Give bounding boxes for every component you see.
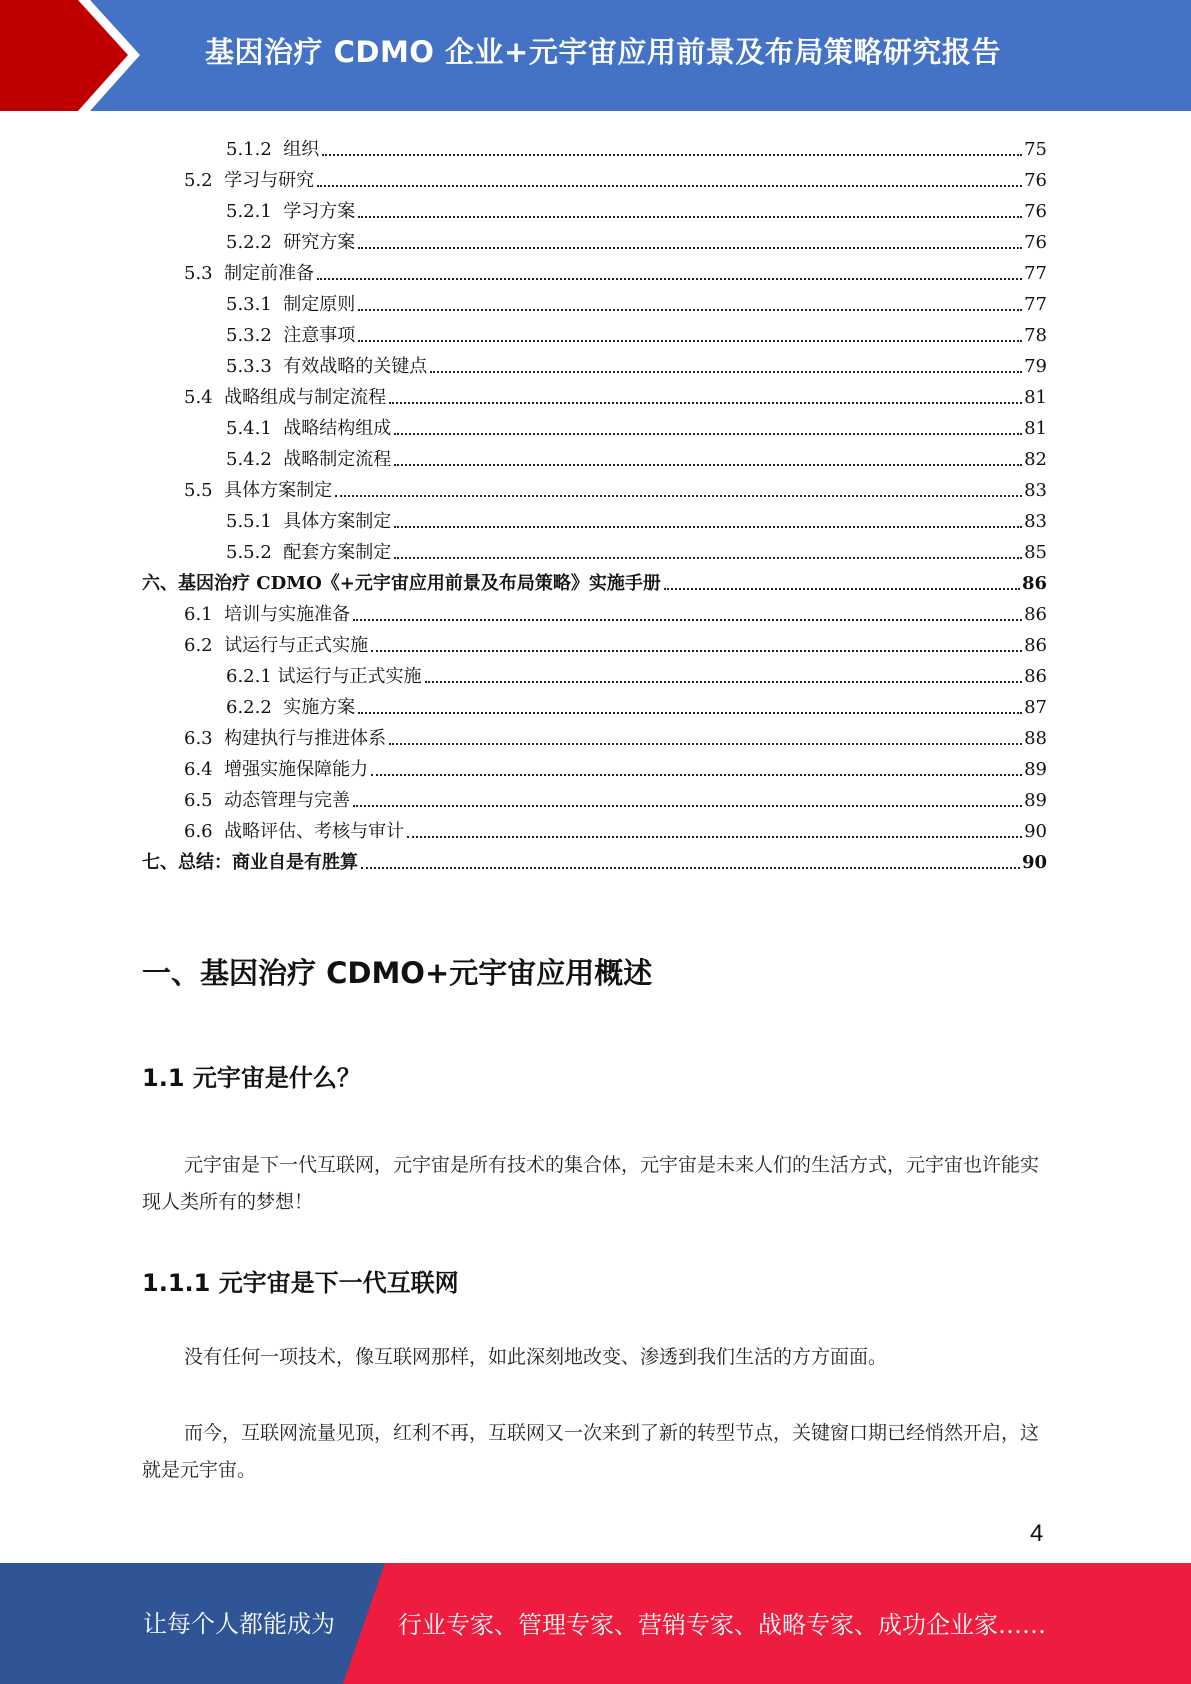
toc-dot-leader xyxy=(371,773,1022,776)
toc-entry[interactable] xyxy=(142,347,1047,378)
toc-entry[interactable] xyxy=(142,657,1047,688)
header-title: 基因治疗 CDMO 企业+元宇宙应用前景及布局策略研究报告 xyxy=(205,35,1001,69)
toc-entry[interactable] xyxy=(142,564,1047,595)
toc-dot-leader xyxy=(358,215,1022,218)
toc-entry-title: 制定原则 xyxy=(283,294,356,315)
toc-entry-number: 5.4.1 xyxy=(226,418,272,439)
toc-entry-title: 七、总结：商业自是有胜算 xyxy=(142,852,358,873)
toc-entry[interactable] xyxy=(142,223,1047,254)
toc-entry-number: 6.4 xyxy=(184,759,213,780)
toc-entry-page: 83 xyxy=(1024,511,1047,532)
toc-entry-title: 具体方案制定 xyxy=(283,511,392,532)
page-header xyxy=(0,0,1191,111)
toc-dot-leader xyxy=(322,153,1022,156)
toc-entry[interactable] xyxy=(142,130,1047,161)
toc-entry-title: 具体方案制定 xyxy=(224,480,333,501)
toc-entry[interactable] xyxy=(142,409,1047,440)
toc-entry-number: 5.2 xyxy=(184,170,213,191)
toc-entry-number: 6.6 xyxy=(184,821,213,842)
toc-dot-leader xyxy=(358,711,1022,714)
toc-entry[interactable] xyxy=(142,595,1047,626)
toc-entry[interactable] xyxy=(142,688,1047,719)
toc-entry-number: 5.3.3 xyxy=(226,356,272,377)
toc-entry-title: 学习与研究 xyxy=(224,170,315,191)
toc-dot-leader xyxy=(394,525,1022,528)
toc-entry[interactable] xyxy=(142,812,1047,843)
toc-entry-title: 研究方案 xyxy=(283,232,356,253)
toc-dot-leader xyxy=(353,804,1022,807)
toc-entry-page: 77 xyxy=(1024,294,1047,315)
toc-entry-page: 86 xyxy=(1021,573,1047,594)
toc-entry-page: 86 xyxy=(1024,666,1047,687)
toc-entry-title: 动态管理与完善 xyxy=(224,790,351,811)
toc-entry[interactable] xyxy=(142,626,1047,657)
toc-entry-page: 81 xyxy=(1024,418,1047,439)
toc-entry-number: 6.1 xyxy=(184,604,213,625)
toc-entry-title: 战略结构组成 xyxy=(283,418,392,439)
toc-entry-number: 6.2.1 xyxy=(226,666,272,687)
toc-dot-leader xyxy=(358,339,1022,342)
toc-entry-page: 83 xyxy=(1024,480,1047,501)
toc-entry[interactable] xyxy=(142,843,1047,874)
toc-entry-page: 87 xyxy=(1024,697,1047,718)
toc-entry-number: 5.2.1 xyxy=(226,201,272,222)
toc-entry-title: 培训与实施准备 xyxy=(224,604,351,625)
toc-entry-title: 战略评估、考核与审计 xyxy=(224,821,405,842)
toc-entry-number: 5.3 xyxy=(184,263,213,284)
toc-entry[interactable] xyxy=(142,316,1047,347)
toc-dot-leader xyxy=(371,649,1022,652)
toc-entry-page: 81 xyxy=(1024,387,1047,408)
toc-dot-leader xyxy=(389,742,1022,745)
toc-entry[interactable] xyxy=(142,161,1047,192)
footer-slogan-right: 行业专家、管理专家、营销专家、战略专家、成功企业家…… xyxy=(398,1611,1046,1639)
toc-entry[interactable] xyxy=(142,254,1047,285)
toc-entry[interactable] xyxy=(142,440,1047,471)
toc-entry-number: 5.2.2 xyxy=(226,232,272,253)
chapter-heading: 一、基因治疗 CDMO+元宇宙应用概述 xyxy=(142,956,653,990)
toc-entry[interactable] xyxy=(142,285,1047,316)
toc-entry-title: 构建执行与推进体系 xyxy=(224,728,387,749)
section-heading: 1.1 元宇宙是什么？ xyxy=(142,1064,361,1092)
toc-entry-page: 88 xyxy=(1024,728,1047,749)
toc-entry-page: 82 xyxy=(1024,449,1047,470)
toc-entry-title: 制定前准备 xyxy=(224,263,315,284)
toc-dot-leader xyxy=(394,432,1022,435)
toc-dot-leader xyxy=(394,556,1022,559)
paragraph: 元宇宙是下一代互联网，元宇宙是所有技术的集合体，元宇宙是未来人们的生活方式，元宇宙也许能实现人类所有的梦想！ xyxy=(142,1154,1040,1213)
toc-entry-number: 5.5.1 xyxy=(226,511,272,532)
toc-entry-title: 实施方案 xyxy=(283,697,356,718)
toc-entry-page: 75 xyxy=(1024,139,1047,160)
toc-entry[interactable] xyxy=(142,719,1047,750)
toc-entry-title: 配套方案制定 xyxy=(283,542,392,563)
toc-entry[interactable] xyxy=(142,378,1047,409)
toc-entry[interactable] xyxy=(142,502,1047,533)
toc-entry-page: 76 xyxy=(1024,170,1047,191)
toc-entry-number: 5.5 xyxy=(184,480,213,501)
toc-entry[interactable] xyxy=(142,471,1047,502)
subsection-heading: 1.1.1 元宇宙是下一代互联网 xyxy=(142,1269,459,1297)
toc-dot-leader xyxy=(664,587,1020,590)
toc-entry-title: 战略组成与制定流程 xyxy=(224,387,387,408)
toc-entry-page: 79 xyxy=(1024,356,1047,377)
toc-entry-page: 77 xyxy=(1024,263,1047,284)
toc-entry-page: 90 xyxy=(1024,821,1047,842)
toc-entry-page: 90 xyxy=(1021,852,1047,873)
toc-entry-title: 试运行与正式实施 xyxy=(224,635,369,656)
toc-entry-title: 增强实施保障能力 xyxy=(224,759,369,780)
toc-entry-page: 85 xyxy=(1024,542,1047,563)
toc-dot-leader xyxy=(430,370,1022,373)
toc-entry[interactable] xyxy=(142,533,1047,564)
toc-entry-number: 6.2.2 xyxy=(226,697,272,718)
toc-entry[interactable] xyxy=(142,192,1047,223)
toc-entry-page: 86 xyxy=(1024,635,1047,656)
toc-dot-leader xyxy=(353,618,1022,621)
toc-entry[interactable] xyxy=(142,781,1047,812)
toc-entry-title: 学习方案 xyxy=(283,201,356,222)
toc-dot-leader xyxy=(317,184,1022,187)
toc-dot-leader xyxy=(358,308,1022,311)
footer-slogan-left: 让每个人都能成为 xyxy=(143,1610,335,1638)
toc-entry-page: 78 xyxy=(1024,325,1047,346)
toc-dot-leader xyxy=(425,680,1023,683)
toc-dot-leader xyxy=(335,494,1022,497)
toc-entry-number: 6.2 xyxy=(184,635,213,656)
toc-dot-leader xyxy=(358,246,1022,249)
toc-entry-title: 战略制定流程 xyxy=(283,449,392,470)
toc-entry-number: 5.4 xyxy=(184,387,213,408)
toc-entry-title: 组织 xyxy=(283,139,320,160)
toc-dot-leader xyxy=(361,866,1020,869)
paragraph: 而今，互联网流量见顶，红利不再，互联网又一次来到了新的转型节点，关键窗口期已经悄然开启，这就是元宇宙。 xyxy=(142,1422,1040,1481)
toc-entry[interactable] xyxy=(142,750,1047,781)
toc-dot-leader xyxy=(389,401,1022,404)
toc-entry-title: 六、基因治疗 CDMO《+元宇宙应用前景及布局策略》实施手册 xyxy=(142,573,661,594)
toc-entry-number: 5.1.2 xyxy=(226,139,272,160)
toc-entry-title: 试运行与正式实施 xyxy=(277,666,422,687)
toc-entry-page: 76 xyxy=(1024,201,1047,222)
toc-entry-page: 89 xyxy=(1024,759,1047,780)
toc-entry-number: 6.5 xyxy=(184,790,213,811)
toc-dot-leader xyxy=(317,277,1022,280)
toc-entry-title: 注意事项 xyxy=(283,325,356,346)
toc-entry-number: 6.3 xyxy=(184,728,213,749)
toc-dot-leader xyxy=(394,463,1022,466)
page-number: 4 xyxy=(1030,1520,1044,1547)
toc-entry-number: 5.3.1 xyxy=(226,294,272,315)
toc-entry-page: 86 xyxy=(1024,604,1047,625)
toc-entry-number: 5.3.2 xyxy=(226,325,272,346)
toc-entry-page: 89 xyxy=(1024,790,1047,811)
toc-entry-number: 5.4.2 xyxy=(226,449,272,470)
paragraph: 没有任何一项技术，像互联网那样，如此深刻地改变、渗透到我们生活的方方面面。 xyxy=(184,1346,888,1368)
toc-entry-title: 有效战略的关键点 xyxy=(283,356,428,377)
page-footer xyxy=(0,1563,1191,1684)
table-of-contents xyxy=(142,130,1047,874)
toc-entry-page: 76 xyxy=(1024,232,1047,253)
toc-entry-number: 5.5.2 xyxy=(226,542,272,563)
toc-dot-leader xyxy=(407,835,1022,838)
